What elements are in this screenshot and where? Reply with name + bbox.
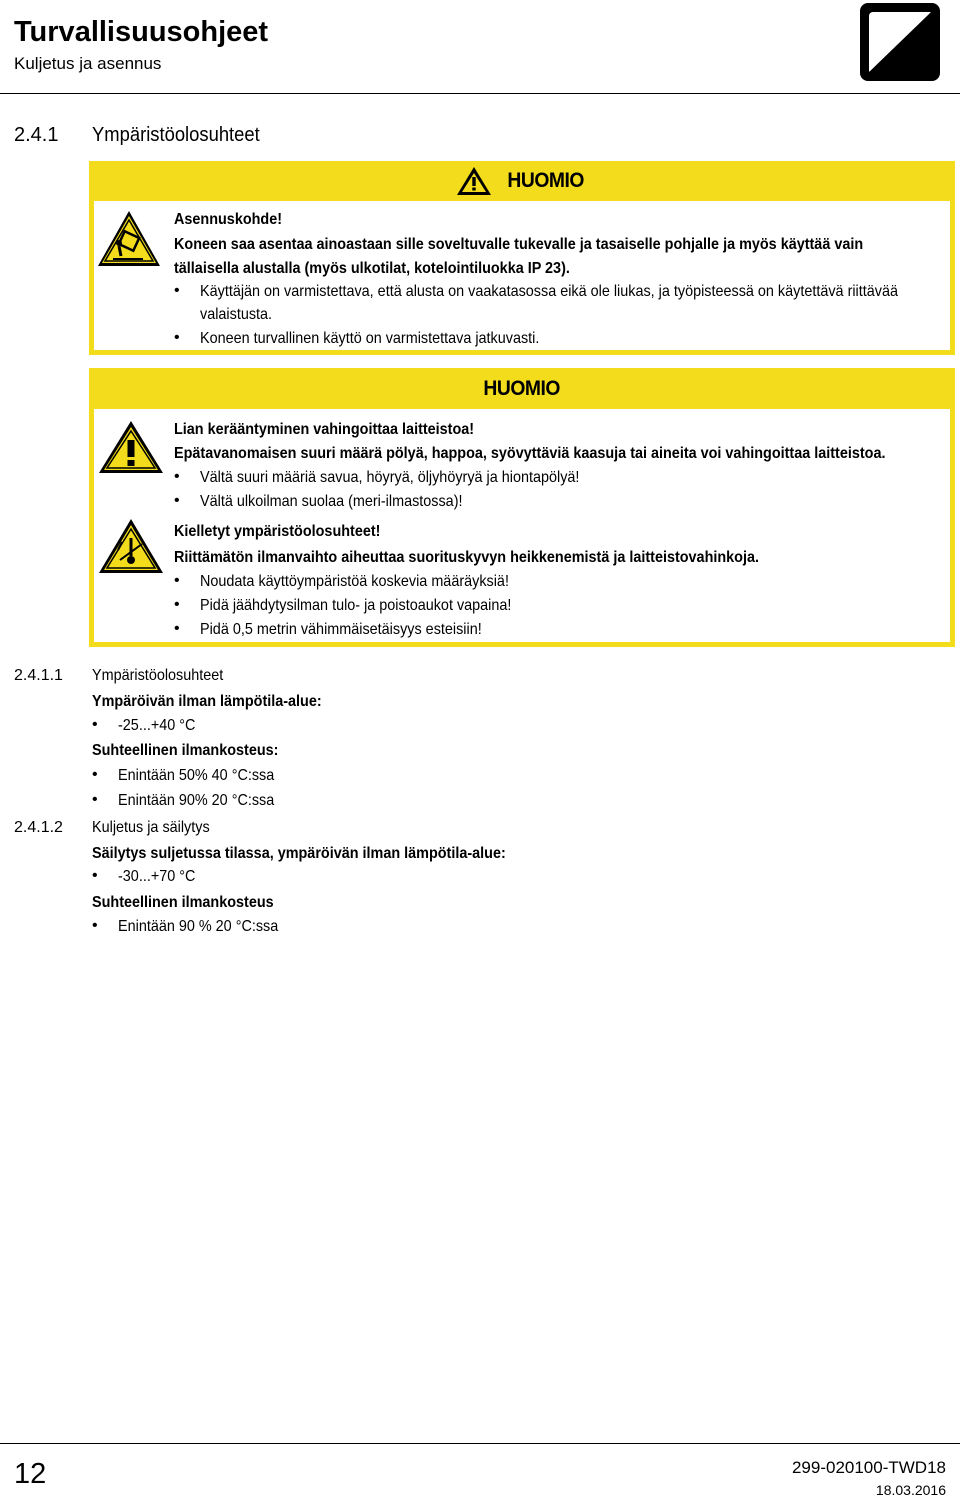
notice2-heading-2: Kielletyt ympäristöolosuhteet! — [174, 523, 381, 540]
notice-title-bar — [89, 161, 955, 201]
notice1-bullet-2: Koneen turvallinen käyttö on varmistettava jatkuvasti. — [200, 330, 540, 347]
notice-title: HUOMIO — [483, 376, 561, 400]
bullet-dot: • — [92, 791, 98, 808]
document-date: 18.03.2016 — [875, 1482, 946, 1498]
notice2-bullet-1: Vältä suuri määriä savua, höyryä, öljyhöyryä ja hiontapölyä! — [200, 469, 580, 486]
section-heading — [14, 124, 274, 147]
notice2-bullet-5: Pidä 0,5 metrin vähimmäisetäisyys esteisiin! — [200, 621, 482, 638]
notice2-bullet-4: Pidä jäähdytysilman tulo- ja poistoaukot vapaina! — [200, 597, 512, 614]
humidity-value-1: Enintään 50% 40 °C:ssa — [118, 767, 275, 784]
temp-label: Ympäröivän ilman lämpötila-alue: — [92, 693, 322, 710]
subsection-title: Ympäristöolosuhteet — [92, 667, 224, 684]
notice-title-bar — [89, 368, 955, 409]
subsection-number: 2.4.1.2 — [14, 819, 63, 836]
bullet-dot: • — [174, 596, 180, 613]
notice1-body-line2: tällaisella alustalla (myös ulkotilat, kotelointiluokka IP 23). — [174, 260, 570, 277]
notice2-body-1: Epätavanomaisen suuri määrä pölyä, happoa, syövyttäviä kaasuja tai aineita voi vahingoittaa laitteistoa. — [174, 445, 886, 462]
notice1-body-line1: Koneen saa asentaa ainoastaan sille soveltuvalle tukevalle ja tasaiselle pohjalle ja myös käyttää vain — [174, 236, 864, 253]
page-number: 12 — [14, 1458, 47, 1490]
bullet-dot: • — [92, 867, 98, 884]
bullet-dot: • — [174, 329, 180, 346]
notice2-heading-1: Lian kerääntyminen vahingoittaa laitteistoa! — [174, 421, 475, 438]
header-rule — [0, 93, 960, 94]
temp-value: -25...+40 °C — [118, 717, 196, 734]
exclamation-warning-icon — [98, 420, 164, 474]
section-title: Ympäristöolosuhteet — [92, 124, 260, 146]
document-number: 299-020100-TWD18 — [791, 1458, 946, 1477]
bullet-dot: • — [174, 282, 180, 299]
humidity-value-2: Enintään 90% 20 °C:ssa — [118, 792, 275, 809]
humidity-label: Suhteellinen ilmankosteus: — [92, 742, 279, 759]
notice2-body-2: Riittämätön ilmanvaihto aiheuttaa suorituskyvyn heikkenemistä ja laitteistovahinkoja. — [174, 549, 759, 566]
subsection-title: Kuljetus ja säilytys — [92, 819, 210, 836]
notice1-bullet-1: Käyttäjän on varmistettava, että alusta on vaakatasossa eikä ole liukas, ja työpisteessä on käytettävä riittävää — [200, 283, 898, 300]
footer-rule — [0, 1443, 960, 1444]
temperature-warning-icon — [98, 518, 164, 574]
tipping-hazard-icon — [97, 210, 161, 267]
bullet-dot: • — [92, 766, 98, 783]
bullet-dot: • — [174, 468, 180, 485]
bullet-dot: • — [92, 917, 98, 934]
storage-humidity-label: Suhteellinen ilmankosteus — [92, 894, 274, 911]
storage-temp-value: -30...+70 °C — [118, 868, 196, 885]
bullet-dot: • — [174, 572, 180, 589]
notice-box-installation — [89, 161, 955, 355]
bullet-dot: • — [174, 620, 180, 637]
notice1-heading: Asennuskohde! — [174, 211, 283, 228]
document-subtitle: Kuljetus ja asennus — [14, 54, 162, 73]
notice2-bullet-2: Vältä ulkoilman suolaa (meri-ilmastossa)! — [200, 493, 463, 510]
document-title: Turvallisuusohjeet — [14, 16, 269, 48]
bullet-dot: • — [174, 492, 180, 509]
bullet-dot: • — [92, 716, 98, 733]
storage-temp-label: Säilytys suljetussa tilassa, ympäröivän ilman lämpötila-alue: — [92, 845, 506, 862]
section-number: 2.4.1 — [14, 124, 59, 146]
company-logo — [860, 3, 940, 81]
storage-humidity-value: Enintään 90 % 20 °C:ssa — [118, 918, 279, 935]
subsection-number: 2.4.1.1 — [14, 667, 63, 684]
notice1-bullet-1-cont: valaistusta. — [200, 306, 273, 323]
notice2-bullet-3: Noudata käyttöympäristöä koskevia määräyksiä! — [200, 573, 509, 590]
warning-triangle-icon — [456, 166, 492, 196]
notice-title: HUOMIO — [507, 169, 585, 192]
